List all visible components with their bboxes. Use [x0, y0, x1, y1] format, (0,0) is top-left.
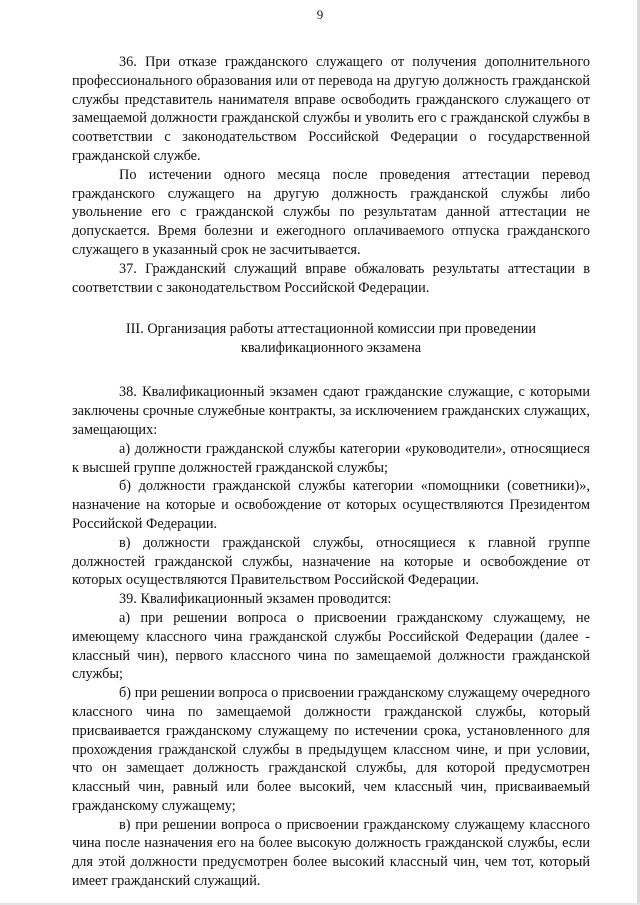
paragraph-38-item-v: в) должности гражданской службы, относящиеся к главной группе должностей гражданской службы, назначение на которые и освобождение от которых осуществляются Правительством Российской Федерации. — [72, 534, 590, 589]
paragraph-38: 38. Квалификационный экзамен сдают гражданские служащие, с которыми заключены срочные служебные контракты, за исключением гражданских служащих, замещающих: — [72, 384, 590, 438]
page-number: 9 — [316, 7, 324, 22]
paragraph-38-item-a: а) должности гражданской службы категории «руководители», относящиеся к высшей группе должностей гражданской службы; — [72, 440, 590, 476]
paragraph-39-item-b: б) при решении вопроса о присвоении гражданскому служащему очередного классного чина по замещаемой должности гражданской службы, который присваивается гражданскому служащему по истечении срока, установленного для прохождения гражданской службы в предыдущем классном чине, и при условии, что он замещает должность гражданской службы, для которой предусмотрен классный чин, равный или более высокий, чем классный чин, присваиваемый гражданскому служащему; — [72, 685, 590, 814]
paragraph-38-item-b: б) должности гражданской службы категории «помощники (советники)», назначение на которые и освобождение от которых осуществляются Президентом Российской Федерации. — [72, 478, 590, 532]
paragraph-36: 36. При отказе гражданского служащего от получения дополнительного профессионального образования или от перевода на другую должность гражданской службы представитель нанимателя вправе освободить гражданского служащего от замещаемой должности гражданской службы и уволить его с гражданской службы в соответствии с законодательством Российской Федерации о государственной гражданской службе. — [72, 54, 590, 164]
paragraph-39-item-v: в) при решении вопроса о присвоении гражданскому служащему классного чина после назначения его на более высокую должность гражданской службы, если для этой должности предусмотрен более высокий классный чин, чем тот, который имеет гражданский служащий. — [72, 816, 590, 890]
paragraph-attestation-transfer: По истечении одного месяца после проведения аттестации перевод гражданского служащего на другую должность гражданской службы либо увольнение его с гражданской службы по результатам данной аттестации не допускается. Время болезни и ежегодного оплачиваемого отпуска гражданского служащего в указанный срок не засчитывается. — [72, 166, 590, 258]
paragraph-39-item-a: а) при решении вопроса о присвоении гражданскому служащему, не имеющему классного чина гражданской службы Российской Федерации (далее - классный чин), первого классного чина по замещаемой должности гражданской службы; — [72, 609, 590, 683]
section-heading-line-2: квалификационного экзамена — [240, 340, 422, 357]
document-body — [72, 53, 590, 891]
paragraph-37: 37. Гражданский служащий вправе обжаловать результаты аттестации в соответствии с законодательством Российской Федерации. — [72, 260, 590, 296]
section-heading — [72, 320, 590, 358]
paragraph-39: 39. Квалификационный экзамен проводится: — [119, 591, 392, 608]
section-heading-line-1: III. Организация работы аттестационной комиссии при проведении — [125, 321, 537, 338]
